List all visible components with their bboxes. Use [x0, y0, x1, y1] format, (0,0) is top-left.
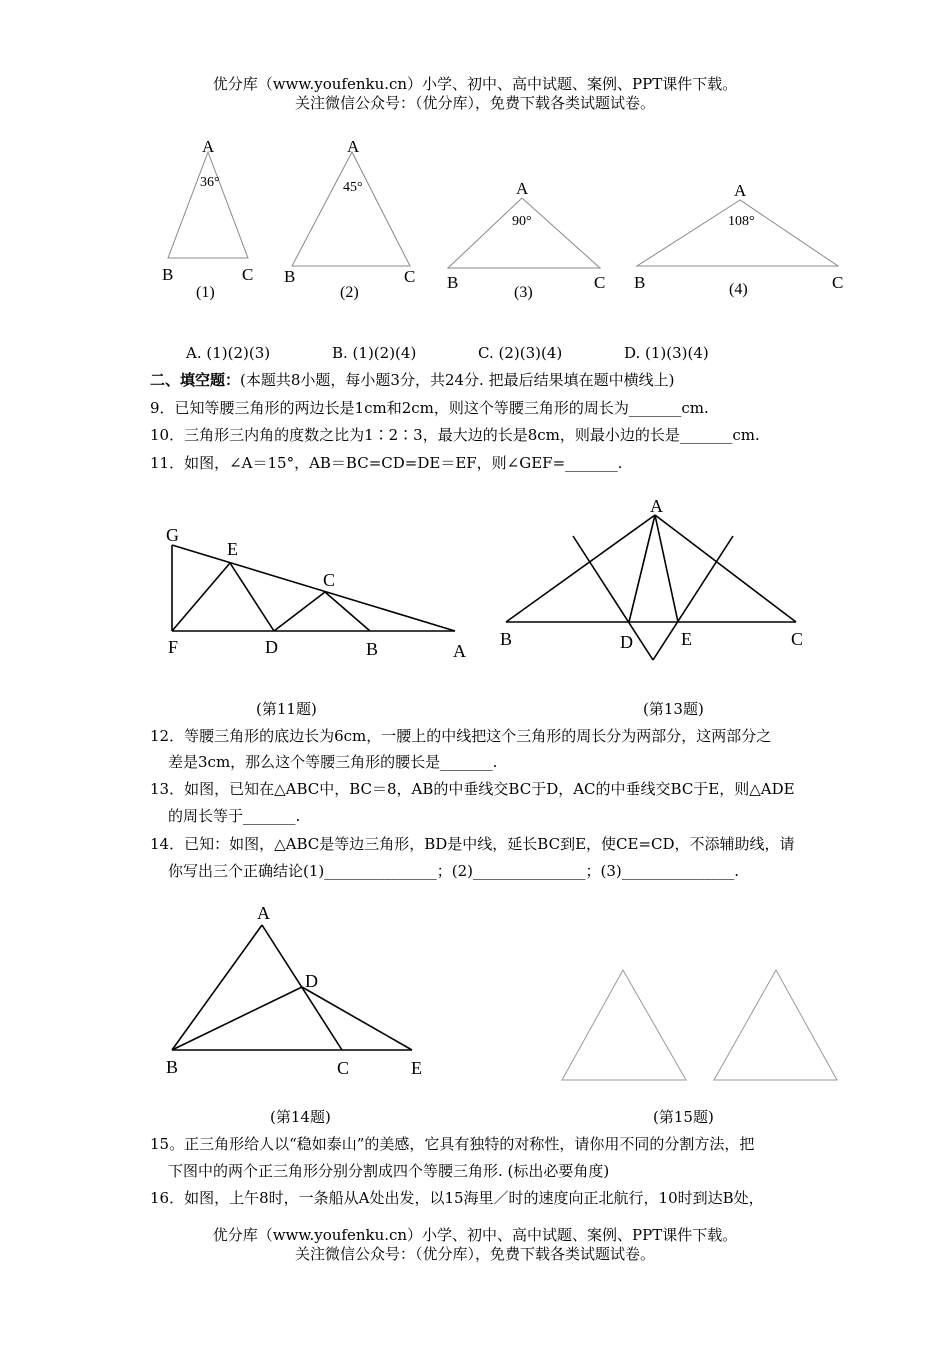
triangle-3 — [447, 179, 605, 301]
triangle-4 — [634, 181, 843, 298]
triangle-1-left: B — [162, 265, 174, 284]
fig11-label-c: C — [323, 570, 336, 590]
choice-d[interactable]: D. (1)(3)(4) — [624, 344, 709, 362]
fig11-label-b: B — [366, 639, 379, 659]
question-11: 11．如图，∠A＝15°，AB＝BC=CD=DE＝EF，则∠GEF=_______. — [150, 454, 623, 472]
triangle-3-apex: A — [516, 179, 529, 198]
question-12-line-2: 差是3cm，那么这个等腰三角形的腰长是_______. — [168, 753, 498, 771]
fig13-label-d: D — [620, 632, 633, 652]
fig13-label-b: B — [500, 629, 513, 649]
triangle-4-caption: (4) — [729, 281, 748, 298]
question-16-line-1: 16．如图，上午8时，一条船从A处出发，以15海里／时的速度向正北航行，10时到达B处， — [150, 1189, 764, 1207]
question-15-line-1: 15。正三角形给人以“稳如泰山”的美感，它具有独特的对称性，请你用不同的分割方法，把 — [150, 1135, 755, 1153]
header-line-2: 关注微信公众号：（优分库），免费下载各类试题试卷。 — [294, 94, 655, 112]
fig13-label-a: A — [650, 496, 663, 516]
fig14-caption: (第14题) — [270, 1108, 331, 1126]
figure-11 — [150, 515, 480, 665]
fig14-label-b: B — [166, 1057, 179, 1077]
figure-14 — [150, 895, 450, 1085]
header-line-1: 优分库（www.youfenku.cn）小学、初中、高中试题、案例、PPT课件下载。 — [212, 75, 738, 93]
triangle-1-apex: A — [202, 137, 215, 156]
choice-a[interactable]: A. (1)(2)(3) — [186, 344, 271, 362]
fig14-label-c: C — [337, 1058, 350, 1078]
triangle-2-right: C — [404, 267, 416, 286]
triangle-2-left: B — [284, 267, 296, 286]
triangle-1-right: C — [242, 265, 254, 284]
triangle-3-left: B — [447, 273, 459, 292]
question-12-line-1: 12．等腰三角形的底边长为6cm，一腰上的中线把这个三角形的周长分为两部分，这两部分之 — [150, 727, 772, 745]
fig15-triangle-1 — [562, 970, 686, 1080]
choice-b[interactable]: B. (1)(2)(4) — [332, 344, 417, 362]
triangle-1-caption: (1) — [196, 284, 215, 301]
section-note: (本题共8小题，每小题3分，共24分. 把最后结果填在题中横线上) — [240, 371, 675, 389]
footer-line-2: 关注微信公众号：（优分库），免费下载各类试题试卷。 — [294, 1245, 655, 1263]
triangle-2-caption: (2) — [340, 284, 359, 301]
fig13-label-c: C — [791, 629, 804, 649]
question-13-line-2: 的周长等于_______. — [168, 807, 301, 825]
fig11-label-e: E — [227, 539, 238, 559]
fig15-caption: (第15题) — [653, 1108, 714, 1126]
triangle-1 — [162, 137, 253, 301]
triangle-2 — [284, 137, 415, 301]
fig15-triangle-2 — [714, 970, 837, 1080]
fig11-label-f: F — [168, 637, 179, 657]
fig14-label-e: E — [411, 1058, 422, 1078]
fig13-label-e: E — [681, 629, 692, 649]
section-colon: ： — [225, 371, 241, 389]
footer-line-1: 优分库（www.youfenku.cn）小学、初中、高中试题、案例、PPT课件下载。 — [212, 1226, 738, 1244]
triangle-3-caption: (3) — [514, 284, 533, 301]
triangle-3-angle: 90° — [512, 214, 532, 229]
fig14-label-d: D — [305, 971, 318, 991]
triangle-4-apex: A — [734, 181, 747, 200]
triangle-1-angle: 36° — [200, 175, 220, 190]
fig11-label-d: D — [265, 637, 278, 657]
triangles-figure — [0, 130, 950, 310]
triangle-4-angle: 108° — [728, 214, 755, 229]
triangle-4-right: C — [832, 273, 844, 292]
question-15-line-2: 下图中的两个正三角形分别分割成四个等腰三角形. (标出必要角度) — [168, 1162, 610, 1180]
triangle-3-right: C — [594, 273, 606, 292]
fig11-label-g: G — [166, 525, 179, 545]
triangle-2-angle: 45° — [343, 180, 363, 195]
fig14-label-a: A — [257, 903, 270, 923]
section-heading — [150, 369, 910, 391]
section-title: 二、填空题 — [150, 371, 226, 389]
question-13-line-1: 13．如图，已知在△ABC中，BC＝8，AB的中垂线交BC于D，AC的中垂线交BC于E，则△ADE — [150, 780, 795, 798]
question-14-line-2: 你写出三个正确结论(1)_______________；(2)_______________；(3)_______________. — [168, 862, 740, 880]
choice-c[interactable]: C. (2)(3)(4) — [478, 344, 563, 362]
question-14-line-1: 14．已知：如图，△ABC是等边三角形，BD是中线，延长BC到E，使CE=CD，不添辅助线，请 — [150, 835, 795, 853]
fig11-caption: (第11题) — [256, 700, 317, 718]
triangle-2-apex: A — [347, 137, 360, 156]
fig11-label-a: A — [453, 641, 466, 661]
figure-13 — [495, 490, 820, 665]
question-10: 10．三角形三内角的度数之比为1∶2∶3，最大边的长是8cm，则最小边的长是_______cm. — [150, 426, 760, 444]
figure-15 — [550, 960, 850, 1090]
fig13-caption: (第13题) — [643, 700, 704, 718]
question-9: 9．已知等腰三角形的两边长是1cm和2cm，则这个等腰三角形的周长为_______cm. — [150, 399, 709, 417]
triangle-4-left: B — [634, 273, 646, 292]
